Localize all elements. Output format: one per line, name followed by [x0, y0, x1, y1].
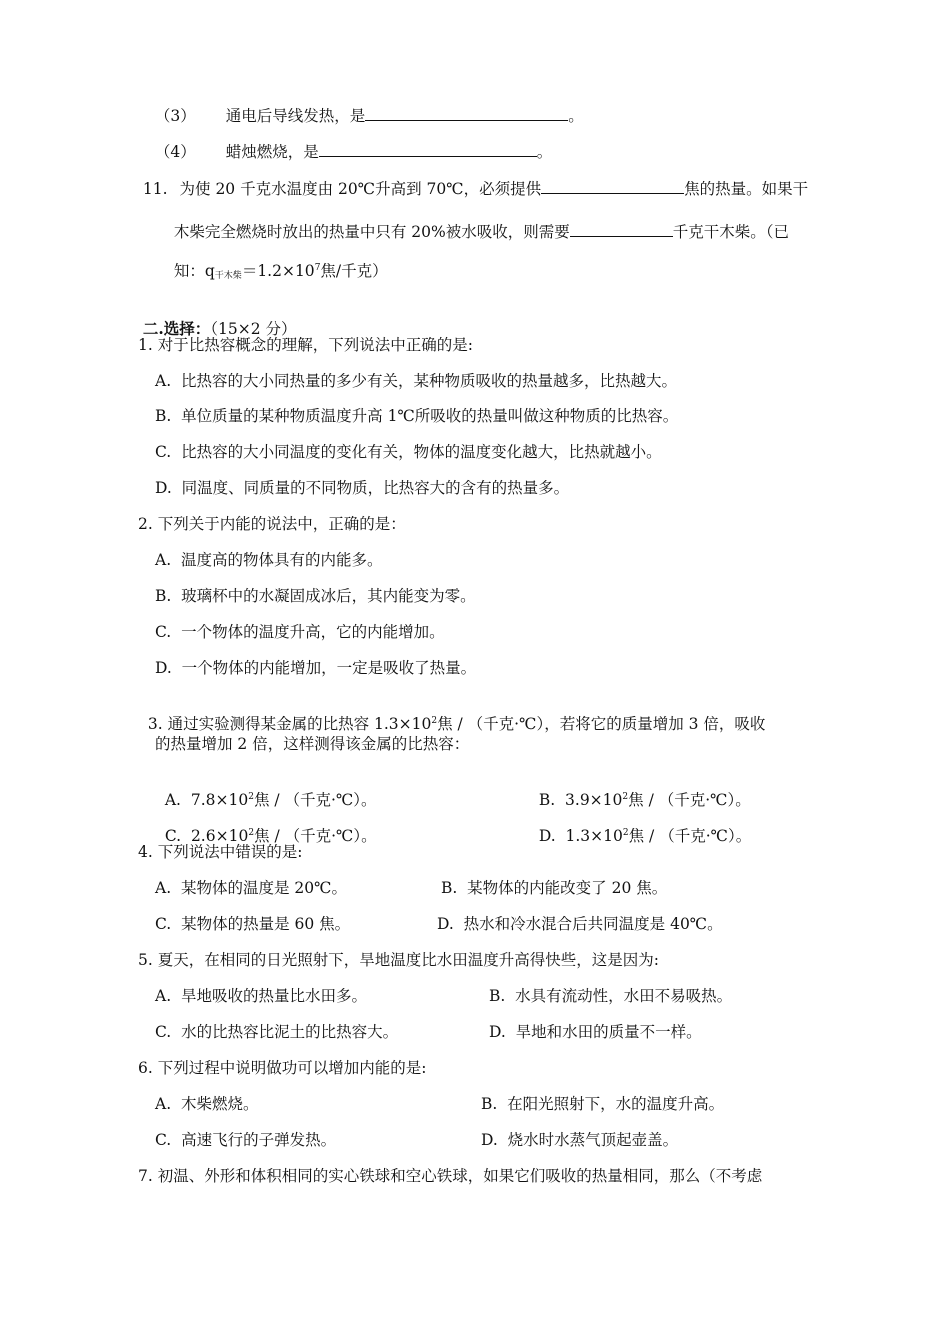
q11-line-2: 木柴完全燃烧时放出的热量中只有 20%被水吸收，则需要 千克干木柴。（已: [164, 200, 789, 242]
option: B. 某物体的内能改变了 20 焦。: [441, 879, 668, 897]
option: C. 某物体的热量是 60 焦。: [155, 915, 351, 933]
answer-blank[interactable]: [570, 220, 673, 237]
option: C. 水的比热容比泥土的比热容大。: [155, 1023, 399, 1041]
option: A. 某物体的温度是 20℃。: [155, 879, 347, 897]
fill-item-3: （3） 通电后导线发热，是 。: [145, 84, 584, 126]
question-stem-continued: 的热量增加 2 倍，这样测得该金属的比热容：: [155, 735, 470, 753]
option: C. $2.6\times 10^2$焦 / （千克·℃）。: [164, 827, 377, 845]
answer-blank[interactable]: [541, 177, 684, 194]
option: B. 玻璃杯中的水凝固成冰后，其内能变为零。: [155, 587, 476, 605]
section-heading: [133, 299, 297, 339]
q11-line-1: 11. 为使 20 千克水温度由 20℃升高到 70℃，必须提供 焦的热量。如果干: [133, 157, 808, 199]
answer-blank[interactable]: [319, 140, 537, 157]
question-number: 11.: [142, 180, 168, 198]
option: D. 同温度、同质量的不同物质，比热容大的含有的热量多。: [155, 479, 570, 497]
answer-blank[interactable]: [365, 104, 568, 121]
option: B. $3.9\times 10^2$焦 / （千克·℃）。: [538, 791, 751, 809]
question-stem: 6. 下列过程中说明做功可以增加内能的是:: [138, 1059, 427, 1077]
section-score: （15×2 分）: [210, 320, 297, 338]
question-stem: 7. 初温、外形和体积相同的实心铁球和空心铁球，如果它们吸收的热量相同，那么（不考虑: [138, 1167, 763, 1185]
option: A. 比热容的大小同热量的多少有关，某种物质吸收的热量越多，比热越大。: [155, 372, 677, 390]
option: C. 高速飞行的子弹发热。: [155, 1131, 337, 1149]
option: D. 旱地和水田的质量不一样。: [489, 1023, 702, 1041]
item-number: （3）: [154, 107, 196, 125]
option: C. 比热容的大小同温度的变化有关，物体的温度变化越大，比热就越小。: [155, 443, 662, 461]
option: A. 木柴燃烧。: [155, 1095, 259, 1113]
question-stem: 5. 夏天，在相同的日光照射下，旱地温度比水田温度升高得快些，这是因为:: [138, 951, 659, 969]
item-text: 通电后导线发热，是: [225, 107, 366, 125]
option: A. $7.8\times 10^2$焦 / （千克·℃）。: [164, 791, 377, 809]
option: A. 温度高的物体具有的内能多。: [155, 551, 383, 569]
option: B. 水具有流动性，水田不易吸热。: [489, 987, 733, 1005]
q11-line-3: 知：$q_{干木柴}=1.2\times 10^7$焦/千克）: [173, 262, 388, 281]
question-stem: 4. 下列说法中错误的是:: [138, 843, 303, 861]
question-stem: 2. 下列关于内能的说法中，正确的是：: [138, 515, 406, 533]
question-stem: 3. 通过实验测得某金属的比热容 $1.3\times 10^2$焦 / （千克·℃），若将它的质量增加 3 倍，吸收: [147, 715, 766, 733]
fill-item-4: （4） 蜡烛燃烧，是 。: [145, 120, 552, 162]
option: C. 一个物体的温度升高，它的内能增加。: [155, 623, 445, 641]
option: B. 单位质量的某种物质温度升高 1℃所吸收的热量叫做这种物质的比热容。: [155, 407, 679, 425]
item-number: （4）: [154, 143, 196, 161]
section-title: 二.选择：: [142, 319, 211, 338]
option: A. 旱地吸收的热量比水田多。: [155, 987, 367, 1005]
option: D. 一个物体的内能增加，一定是吸收了热量。: [155, 659, 477, 677]
option: B. 在阳光照射下，水的温度升高。: [481, 1095, 725, 1113]
option: D. $1.3\times 10^2$焦 / （千克·℃）。: [538, 827, 752, 845]
question-stem: 1. 对于比热容概念的理解，下列说法中正确的是:: [138, 336, 473, 354]
option: D. 热水和冷水混合后共同温度是 40℃。: [437, 915, 723, 933]
item-text: 蜡烛燃烧，是: [225, 143, 319, 161]
option: D. 烧水时水蒸气顶起壶盖。: [481, 1131, 679, 1149]
